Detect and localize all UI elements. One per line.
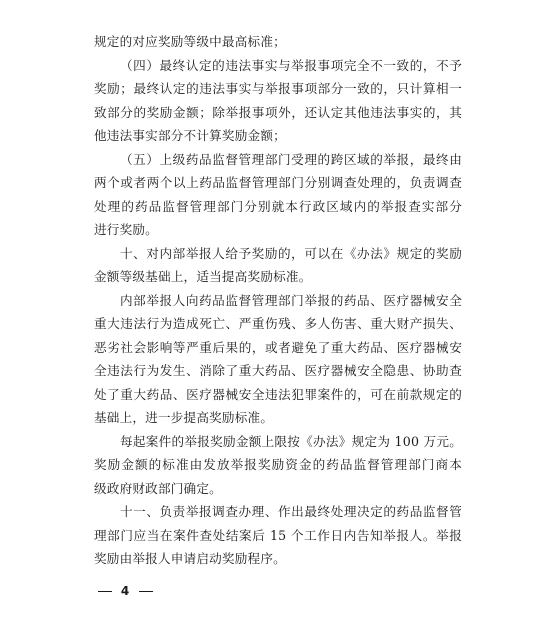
text-line: 处理的药品监督管理部门分别就本行政区域内的举报查实部分 [94,198,462,214]
text-line: 十一、负责举报调查办理、作出最终处理决定的药品监督管 [120,504,462,519]
text-line: 进行奖励。 [94,222,158,237]
text-line: （五）上级药品监督管理部门受理的跨区域的举报，最终由 [120,151,462,167]
text-line: 恶劣社会影响等严重后果的，或者避免了重大药品、医疗器械安 [94,339,462,355]
text-line: 规定的对应奖励等级中最高标准； [94,34,286,49]
text-line: 每起案件的举报奖励金额上限按《办法》规定为 100 万元。 [120,433,462,449]
text-line: 级政府财政部门确定。 [94,480,222,496]
text-line: 内部举报人向药品监督管理部门举报的药品、医疗器械安全 [120,292,462,308]
text-line: 处了重大药品、医疗器械安全违法犯罪案件的，可在前款规定的 [94,386,462,402]
text-line: 基础上，进一步提高奖励标准。 [94,410,274,425]
text-line: 两个或者两个以上药品监督管理部门分别调查处理的，负责调查 [94,175,462,190]
text-line: 理部门应当在案件查处结案后 15 个工作日内告知举报人。举报 [94,527,462,543]
text-line: （四）最终认定的违法事实与举报事项完全不一致的，不予 [120,57,462,73]
footer-dash-left [98,591,112,592]
text-line: 金额等级基础上，适当提高奖励标准。 [94,269,312,284]
text-line: 奖励由举报人申请启动奖励程序。 [94,551,286,566]
text-line: 全违法行为发生、消除了重大药品、医疗器械安全隐患、协助查 [94,363,462,378]
text-line: 十、对内部举报人给予奖励的，可以在《办法》规定的奖励 [120,245,462,261]
text-line: 重大违法行为造成死亡、严重伤残、多人伤害、重大财产损失、 [94,316,462,331]
text-line: 奖励；最终认定的违法事实与举报事项部分一致的，只计算相一 [94,81,462,96]
footer-dash-right [139,591,153,592]
page-footer [94,584,157,598]
page-number: 4 [120,584,131,598]
text-line: 他违法事实部分不计算奖励金额； [94,128,286,143]
text-line: 奖励金额的标准由发放举报奖励资金的药品监督管理部门商本 [94,457,462,472]
text-line: 致部分的奖励金额；除举报事项外，还认定其他违法事实的，其 [94,104,462,120]
body-text [94,30,462,571]
